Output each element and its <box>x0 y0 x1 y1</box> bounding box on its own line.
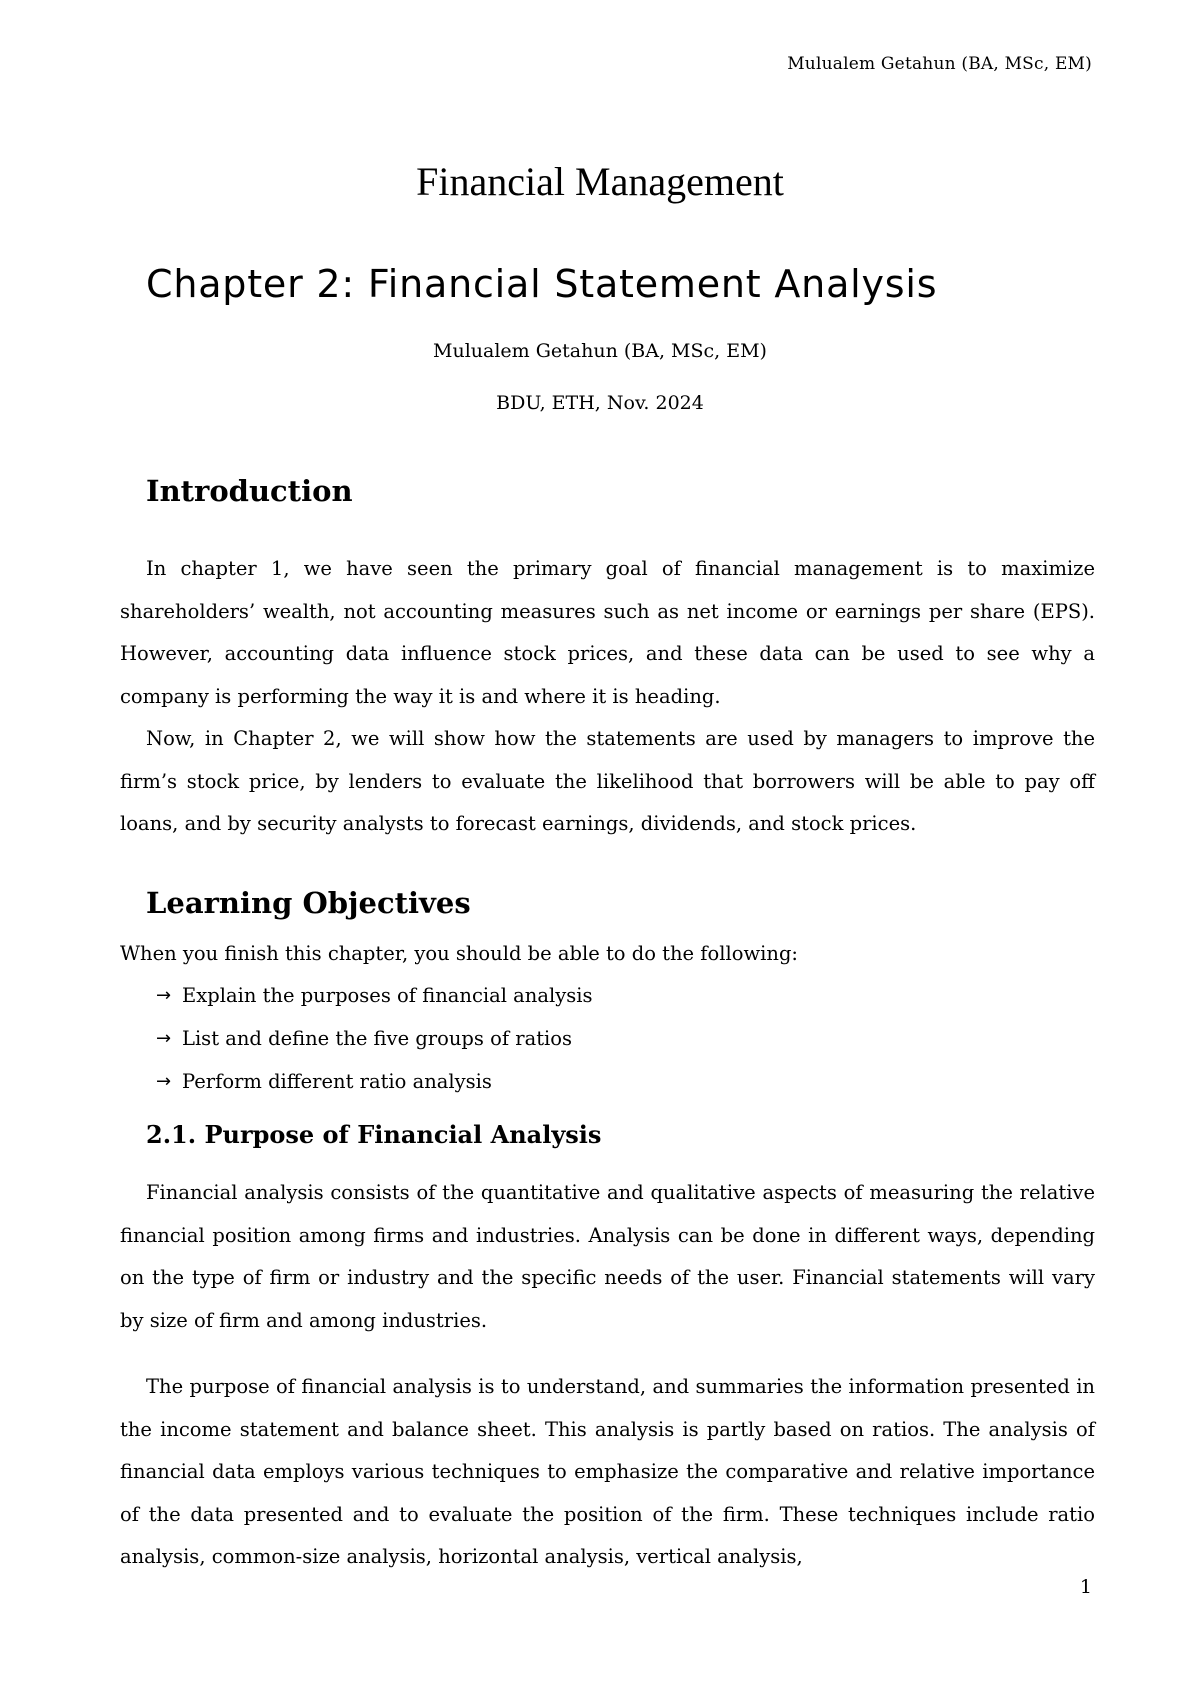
section-2-1-body-second <box>120 1366 1095 1579</box>
arrow-right-icon: → <box>156 985 172 1006</box>
objective-item <box>156 1060 592 1103</box>
introduction-paragraph: Now, in Chapter 2, we will show how the statements are used by managers to improve the firm’s stock price, by lenders to evaluate the likelihood that borrowers will be able to pay off loans, and by security analysts to forecast earnings, dividends, and stock prices. <box>120 727 1095 835</box>
objective-text: Explain the purposes of financial analysis <box>182 984 593 1007</box>
arrow-right-icon: → <box>156 1071 172 1092</box>
objectives-lead: When you finish this chapter, you should be able to do the following: <box>120 942 798 965</box>
arrow-right-icon: → <box>156 1028 172 1049</box>
section-2-1-paragraph: Financial analysis consists of the quantitative and qualitative aspects of measuring the relative financial position among firms and industries. Analysis can be done in different ways, depending on the type of firm or industry and the specific needs of the user. Financial statements will vary by size of firm and among industries. <box>120 1181 1095 1332</box>
running-header: Mulualem Getahun (BA, MSc, EM) <box>787 54 1092 74</box>
learning-objectives-heading: Learning Objectives <box>146 886 471 920</box>
objective-item <box>156 1017 592 1060</box>
chapter-title: Chapter 2: Financial Statement Analysis <box>146 262 938 306</box>
section-2-1-body-first <box>120 1172 1095 1342</box>
page-number: 1 <box>1079 1576 1092 1598</box>
section-2-1-paragraph: The purpose of financial analysis is to understand, and summaries the information presented in the income statement and balance sheet. This analysis is partly based on ratios. The analysis of financial data employs various techniques to emphasize the comparative and relative importance of the data presented and to evaluate the position of the firm. These techniques include ratio analysis, common-size analysis, horizontal analysis, vertical analysis, <box>120 1375 1095 1568</box>
affiliation-date: BDU, ETH, Nov. 2024 <box>496 392 704 414</box>
objective-item <box>156 974 592 1017</box>
introduction-body <box>120 548 1095 846</box>
introduction-heading: Introduction <box>146 474 353 508</box>
objectives-list <box>156 974 592 1103</box>
author-line: Mulualem Getahun (BA, MSc, EM) <box>433 340 767 362</box>
objective-text: Perform different ratio analysis <box>182 1070 492 1093</box>
objective-text: List and define the five groups of ratios <box>182 1027 573 1050</box>
section-2-1-heading: 2.1. Purpose of Financial Analysis <box>146 1120 602 1149</box>
introduction-paragraph: In chapter 1, we have seen the primary goal of financial management is to maximize shareholders’ wealth, not accounting measures such as net income or earnings per share (EPS). However, accounting data influence stock prices, and these data can be used to see why a company is performing the way it is and where it is heading. <box>120 557 1095 708</box>
document-title: Financial Management <box>416 159 784 204</box>
